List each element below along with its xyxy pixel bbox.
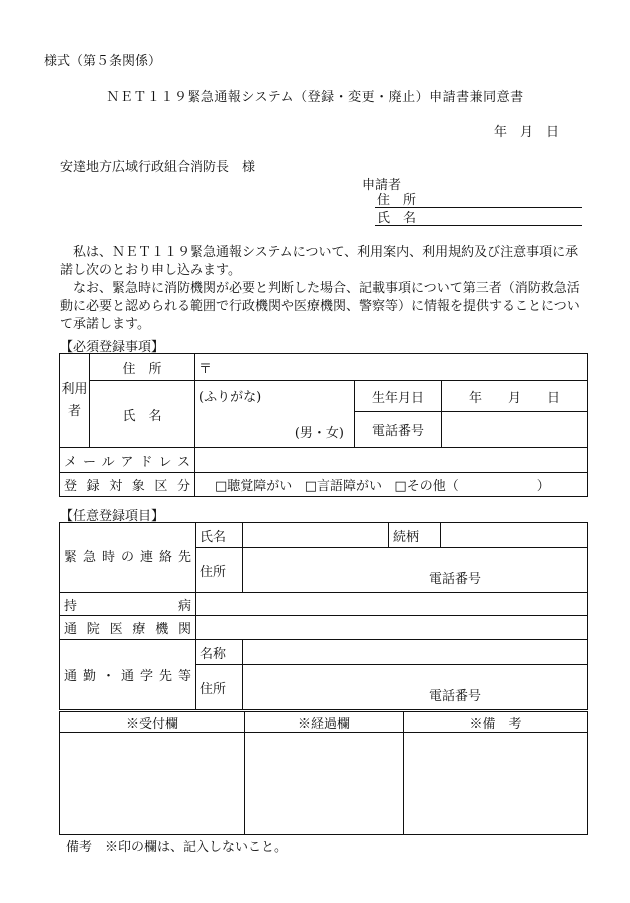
furigana-label: (ふりがな)	[199, 390, 262, 405]
gender-option: (男・女)	[294, 426, 344, 441]
applicant-address-label: 住 所	[377, 193, 417, 208]
application-date: 年 月 日	[494, 125, 560, 140]
relation-field[interactable]	[441, 523, 588, 548]
reception-field[interactable]	[60, 733, 245, 835]
name-label: 氏 名	[90, 381, 195, 448]
place-phone-label: 電話番号	[429, 689, 482, 704]
optional-section-heading: 【任意登録項目】	[60, 509, 165, 524]
remarks-field[interactable]	[404, 733, 588, 835]
option-hearing[interactable]: □聴覚障がい	[215, 479, 293, 494]
emergency-name-label: 氏名	[196, 523, 243, 548]
place-address-label: 住所	[196, 665, 243, 710]
email-label: メールアドレス	[60, 448, 195, 473]
reception-header: ※受付欄	[60, 712, 245, 733]
remarks-header: ※備 考	[404, 712, 588, 733]
option-other[interactable]: □その他（ ）	[394, 479, 550, 494]
place-name-field[interactable]	[243, 640, 588, 665]
footer-note: 備考 ※印の欄は、記入しないこと。	[66, 840, 288, 855]
addressee: 安達地方広域行政組合消防長 様	[60, 160, 256, 175]
birthdate-label: 生年月日	[355, 381, 442, 412]
user-label: 利用者	[60, 354, 90, 448]
address-label: 住 所	[90, 354, 195, 381]
emergency-address-label: 住所	[196, 548, 243, 593]
emergency-address-field[interactable]	[243, 548, 588, 593]
hospital-field[interactable]	[196, 616, 588, 640]
birthdate-field[interactable]: 年 月 日	[442, 381, 588, 412]
place-name-label: 名称	[196, 640, 243, 665]
applicant-label: 申請者	[362, 178, 402, 193]
disease-label: 持病	[60, 593, 196, 616]
optional-table	[59, 522, 588, 710]
form-number: 様式（第５条関係）	[44, 54, 162, 69]
phone-field[interactable]	[442, 412, 588, 448]
document-title: ＮＥＴ１１９緊急通報システム（登録・変更・廃止）申請書兼同意書	[106, 90, 524, 105]
emergency-name-field[interactable]	[243, 523, 389, 548]
disease-field[interactable]	[196, 593, 588, 616]
email-field[interactable]	[195, 448, 588, 473]
hospital-label: 通院医療機関	[60, 616, 196, 640]
applicant-address-field[interactable]	[375, 189, 582, 208]
category-label: 登録対象区分	[60, 473, 195, 497]
relation-label: 続柄	[389, 523, 441, 548]
postal-mark: 〒	[199, 361, 213, 377]
place-address-field[interactable]	[243, 665, 588, 710]
required-table	[59, 353, 588, 497]
option-speech[interactable]: □言語障がい	[304, 479, 382, 494]
consent-paragraph-1: 私は、ＮＥＴ１１９緊急通報システムについて、利用案内、利用規約及び注意事項に承諾し次のとおり申し込みます。	[60, 245, 579, 278]
phone-label: 電話番号	[355, 412, 442, 448]
address-field[interactable]	[195, 354, 588, 381]
applicant-name-field[interactable]	[375, 207, 582, 226]
name-field[interactable]	[195, 381, 355, 448]
emergency-contact-label: 緊急時の連絡先	[60, 523, 196, 593]
progress-field[interactable]	[245, 733, 404, 835]
applicant-name-label: 氏 名	[377, 211, 417, 226]
office-use-table	[59, 711, 588, 835]
category-options	[195, 473, 588, 497]
required-section-heading: 【必須登録事項】	[60, 340, 165, 355]
progress-header: ※経過欄	[245, 712, 404, 733]
commute-label: 通勤・通学先等	[60, 640, 196, 710]
consent-paragraph-2: なお、緊急時に消防機関が必要と判断した場合、記載事項について第三者（消防救急活動に必要と認められる範囲で行政機関や医療機関、警察等）に情報を提供することについて承諾します。	[60, 281, 580, 332]
emergency-phone-label: 電話番号	[429, 572, 482, 587]
